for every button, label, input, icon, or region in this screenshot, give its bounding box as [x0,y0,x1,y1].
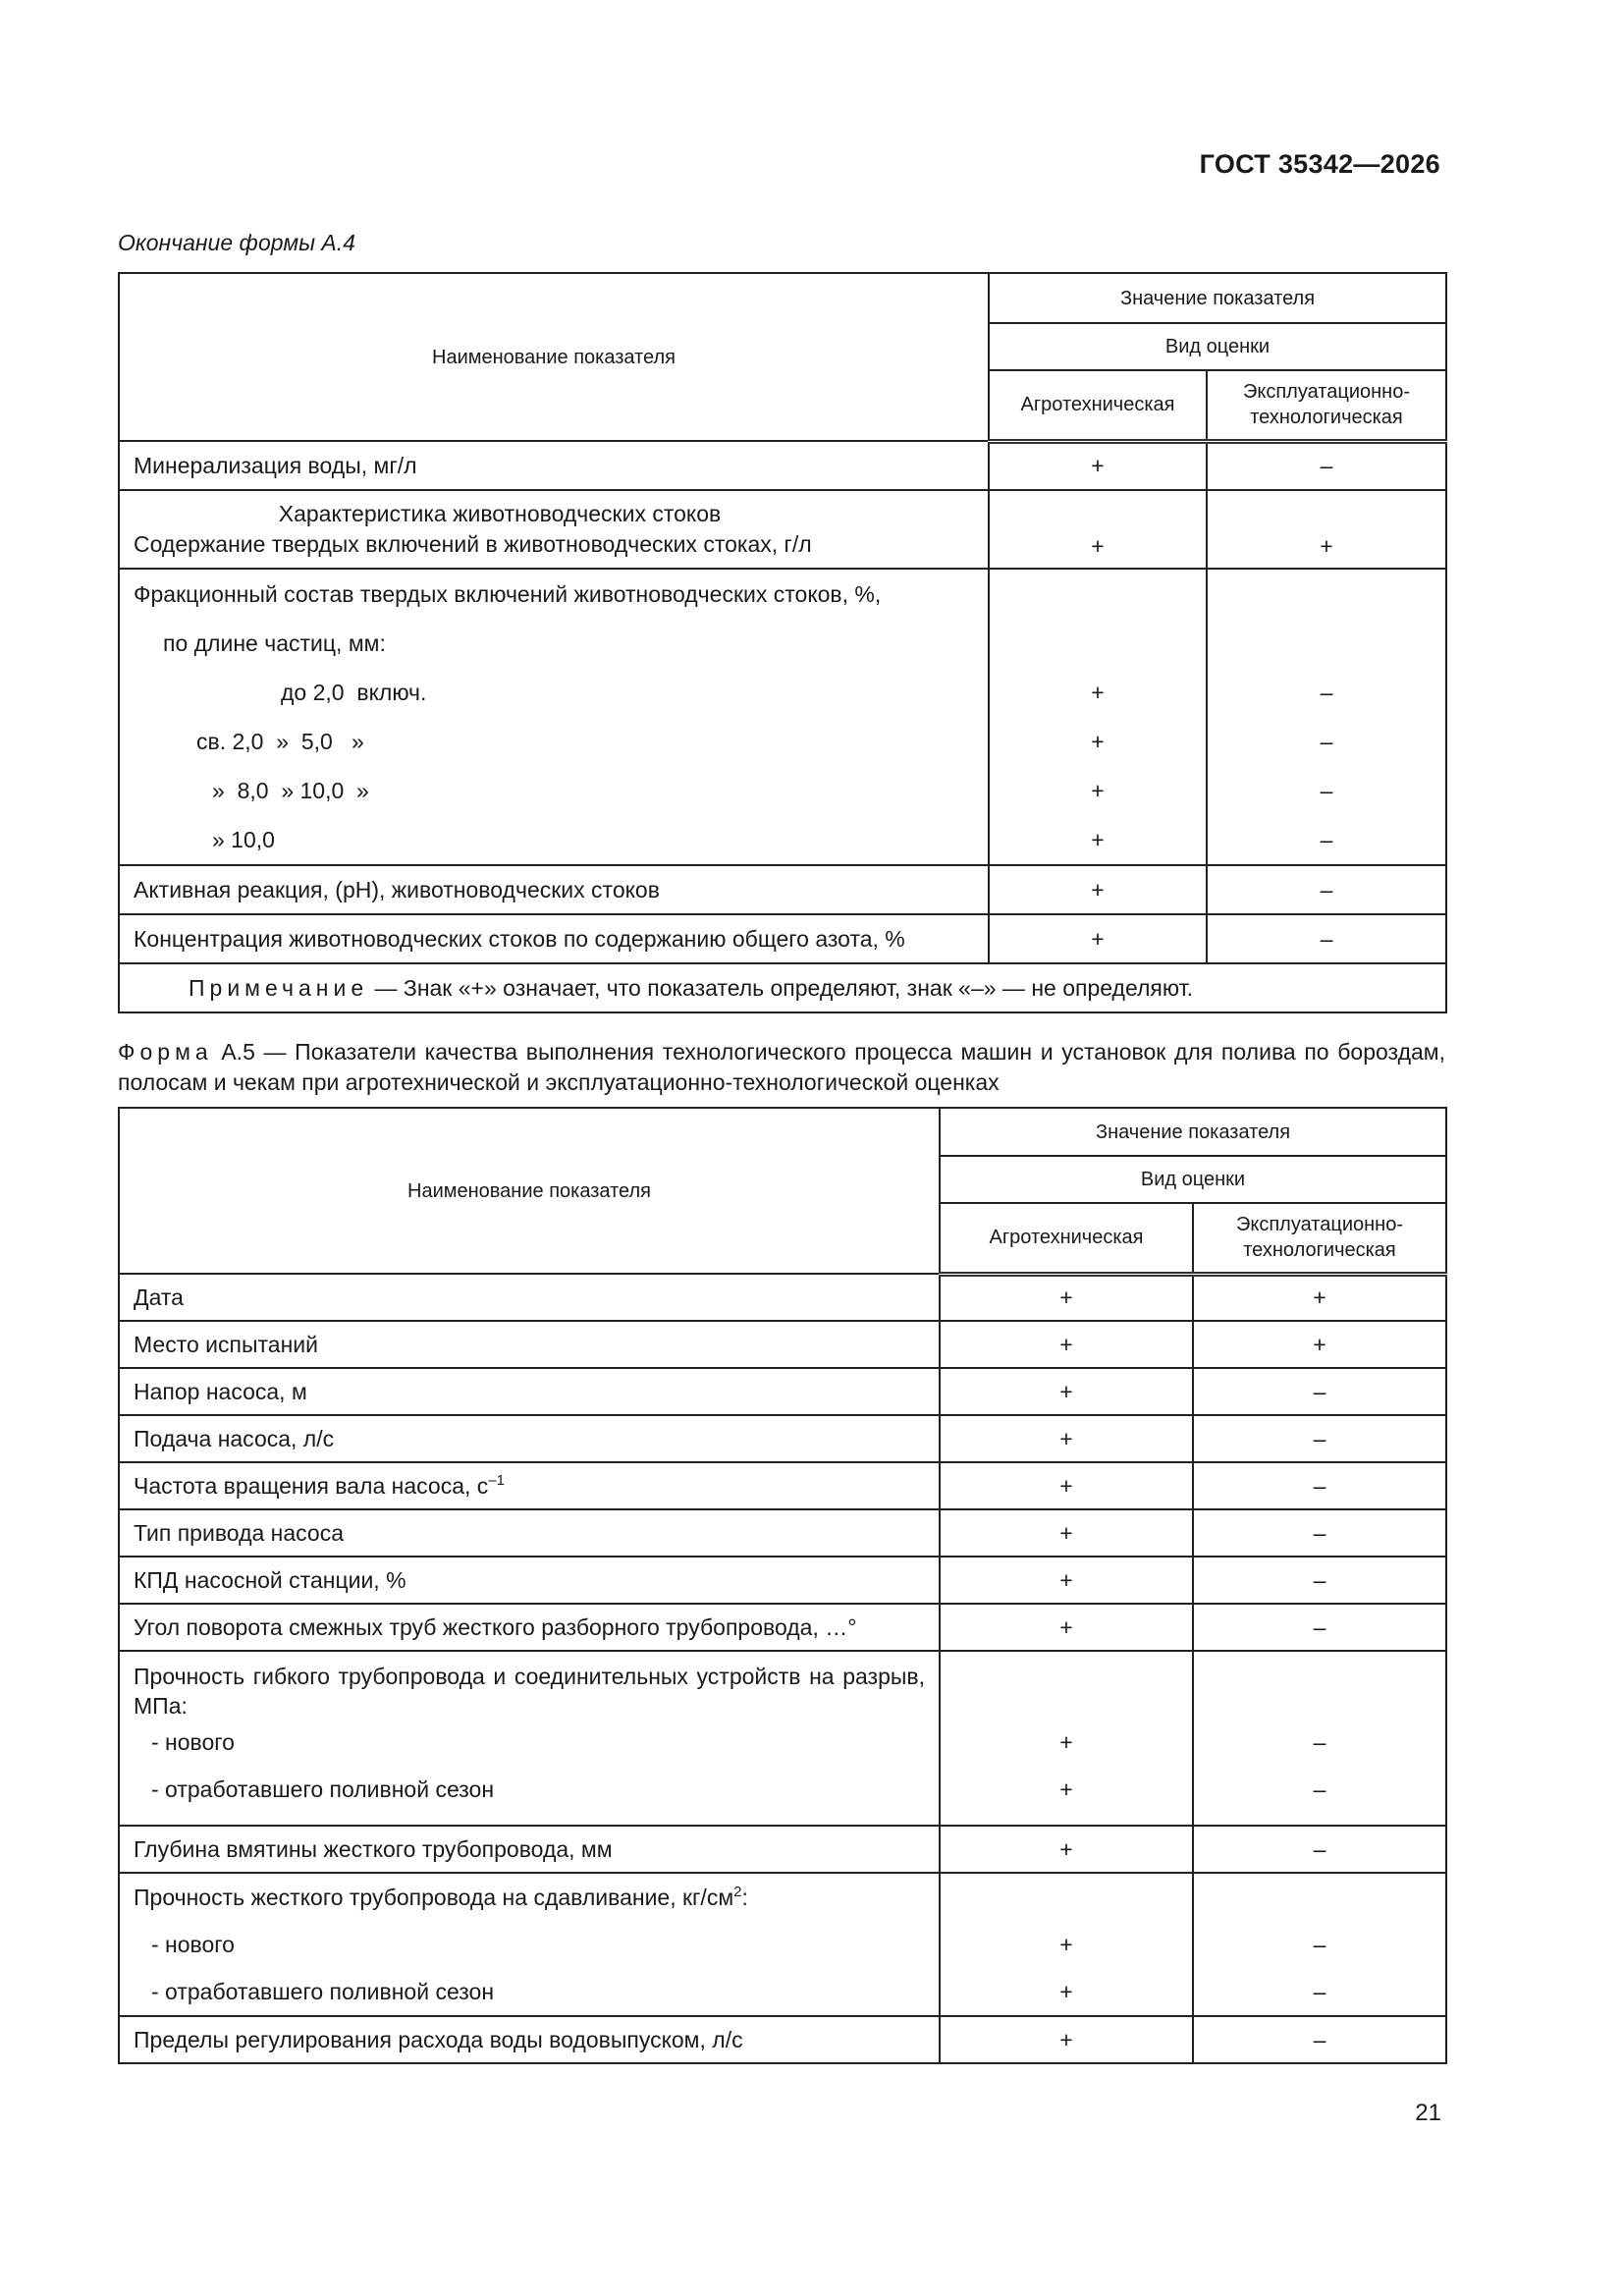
ops-mark: – [1193,1604,1446,1651]
ops-mark: – [1193,1826,1446,1873]
agro-mark: + [1091,827,1105,852]
table1-caption: Окончание формы А.4 [118,230,355,255]
table1 [118,272,1447,1013]
row-label: Подача насоса, л/с [119,1415,940,1462]
ops-mark: – [1313,1729,1326,1755]
table2 [118,1107,1447,2064]
row-label: Фракционный состав твердых включений животноводческих стоков, %, [134,581,882,607]
agro-mark: + [940,1557,1193,1604]
table2-header-ops-line2: технологическая [1243,1239,1396,1262]
row-label: Прочность жесткого трубопровода на сдавливание, кг/см [134,1885,734,1910]
table-row [119,1604,1446,1651]
table-row [119,914,1446,963]
agro-mark: + [940,1368,1193,1415]
ops-mark: – [1313,1932,1326,1957]
agro-mark: + [940,1274,1193,1321]
row-label-suffix: : [741,1885,748,1910]
table1-header-ops [1207,370,1446,441]
table-row [119,1509,1446,1557]
agro-mark: + [1091,778,1105,803]
ops-mark: – [1193,2016,1446,2063]
agro-mark: + [1059,1777,1073,1802]
list-item: » 8,0 » 10,0 » [212,778,369,803]
page-number: 21 [1415,2100,1441,2126]
caption-prefix: Форма [118,1039,213,1065]
ops-mark: – [1320,827,1333,852]
ops-mark: – [1313,1777,1326,1802]
row-label: Минерализация воды, мг/л [119,441,989,490]
ops-mark: – [1193,1462,1446,1509]
row-label: Угол поворота смежных труб жесткого разборного трубопровода, …° [119,1604,940,1651]
agro-mark: + [940,2016,1193,2063]
agro-mark: + [940,1826,1193,1873]
table-row [119,1274,1446,1321]
list-item: до 2,0 включ. [281,680,427,705]
table-row [119,441,1446,490]
agro-mark: + [1091,680,1105,705]
table1-header-agro: Агротехническая [989,370,1207,441]
table-row [119,2016,1446,2063]
row-label: Пределы регулирования расхода воды водовыпуском, л/с [119,2016,940,2063]
note-prefix: Примечание [189,974,369,1001]
table-note [119,963,1446,1012]
table2-caption [118,1037,1445,1098]
table1-header-value: Значение показателя [989,273,1446,323]
agro-mark: + [940,1604,1193,1651]
table2-header-value: Значение показателя [940,1108,1446,1156]
table-row [119,569,1446,865]
table1-header-name: Наименование показателя [119,273,989,441]
ops-mark: – [1193,1557,1446,1604]
ops-marks [1193,1873,1446,2016]
agro-marks [940,1873,1193,2016]
ops-mark: – [1207,865,1446,914]
agro-marks [940,1651,1193,1826]
row-label-block [119,1462,940,1509]
table2-header-agro: Агротехническая [940,1203,1193,1274]
ops-mark: – [1207,441,1446,490]
table2-header-ops [1193,1203,1446,1274]
table-row [119,1651,1446,1826]
agro-mark: + [989,441,1207,490]
row-label-line [134,1874,925,1921]
ops-mark: – [1320,680,1333,705]
table-note-row [119,963,1446,1012]
row-label-superscript: 2 [733,1884,742,1900]
row-label: КПД насосной станции, % [119,1557,940,1604]
row-label-block [119,1873,940,2016]
ops-mark: – [1320,729,1333,754]
agro-mark: + [1059,1932,1073,1957]
table-row [119,1873,1446,2016]
table-row [119,1415,1446,1462]
ops-mark: – [1313,1979,1326,2004]
row-label-block [119,1651,940,1826]
agro-mark: + [989,914,1207,963]
ops-mark: – [1207,914,1446,963]
list-item: - нового [151,1932,235,1957]
row-label: Содержание твердых включений в животноводческих стоках, г/л [134,531,812,557]
list-item: » 10,0 [212,827,275,852]
table-row [119,1321,1446,1368]
agro-mark: + [940,1415,1193,1462]
caption-text: А.5 — Показатели качества выполнения технологического процесса машин и установок для полива по бороздам, полосам и чекам при агротехнической и эксплуатационно-технологической оценках [118,1039,1445,1095]
row-label: Напор насоса, м [119,1368,940,1415]
table-row [119,1368,1446,1415]
list-item: - отработавшего поливной сезон [151,1979,495,2004]
ops-mark: – [1320,778,1333,803]
row-label: Концентрация животноводческих стоков по содержанию общего азота, % [119,914,989,963]
ops-mark: – [1193,1415,1446,1462]
table-row [119,1557,1446,1604]
list-item: - отработавшего поливной сезон [151,1777,495,1802]
row-label: Частота вращения вала насоса, с [134,1472,489,1499]
list-item: св. 2,0 » 5,0 » [196,729,364,754]
table2-header-name: Наименование показателя [119,1108,940,1274]
ops-mark: – [1193,1368,1446,1415]
table-row [119,1462,1446,1509]
table1-header-ops-line2: технологическая [1250,407,1403,429]
document-code: ГОСТ 35342—2026 [1199,149,1440,179]
table2-header-ops-line1: Эксплуатационно- [1236,1214,1403,1236]
row-label: Тип привода насоса [119,1509,940,1557]
agro-mark: + [989,490,1207,569]
agro-mark: + [989,865,1207,914]
row-label: Прочность гибкого трубопровода и соединительных устройств на разрыв, МПа: [134,1664,925,1719]
agro-mark: + [940,1509,1193,1557]
agro-mark: + [940,1462,1193,1509]
row-label-superscript: –1 [488,1471,505,1489]
ops-mark: + [1193,1274,1446,1321]
agro-mark: + [1059,1979,1073,2004]
row-label: Глубина вмятины жесткого трубопровода, мм [119,1826,940,1873]
table-row [119,490,1446,569]
ops-mark: + [1207,490,1446,569]
row-sub-label: по длине частиц, мм: [163,630,386,656]
ops-mark: – [1193,1509,1446,1557]
agro-marks [989,569,1207,865]
agro-mark: + [1091,729,1105,754]
row-label: Активная реакция, (pH), животноводческих стоков [119,865,989,914]
ops-marks [1207,569,1446,865]
note-text: — Знак «+» означает, что показатель определяют, знак «–» — не определяют. [368,974,1193,1001]
table1-header-ops-line1: Эксплуатационно- [1243,381,1410,404]
table-row [119,865,1446,914]
agro-mark: + [1059,1729,1073,1755]
row-label: Место испытаний [119,1321,940,1368]
row-label-block [119,569,989,865]
agro-mark: + [940,1321,1193,1368]
row-label: Дата [119,1274,940,1321]
table1-header-assessment: Вид оценки [989,323,1446,370]
table-row [119,1826,1446,1873]
list-item: - нового [151,1729,235,1755]
row-label-block [119,490,989,569]
ops-mark: + [1193,1321,1446,1368]
ops-marks [1193,1651,1446,1826]
table2-header-assessment: Вид оценки [940,1156,1446,1203]
section-heading: Характеристика животноводческих стоков [278,501,722,526]
